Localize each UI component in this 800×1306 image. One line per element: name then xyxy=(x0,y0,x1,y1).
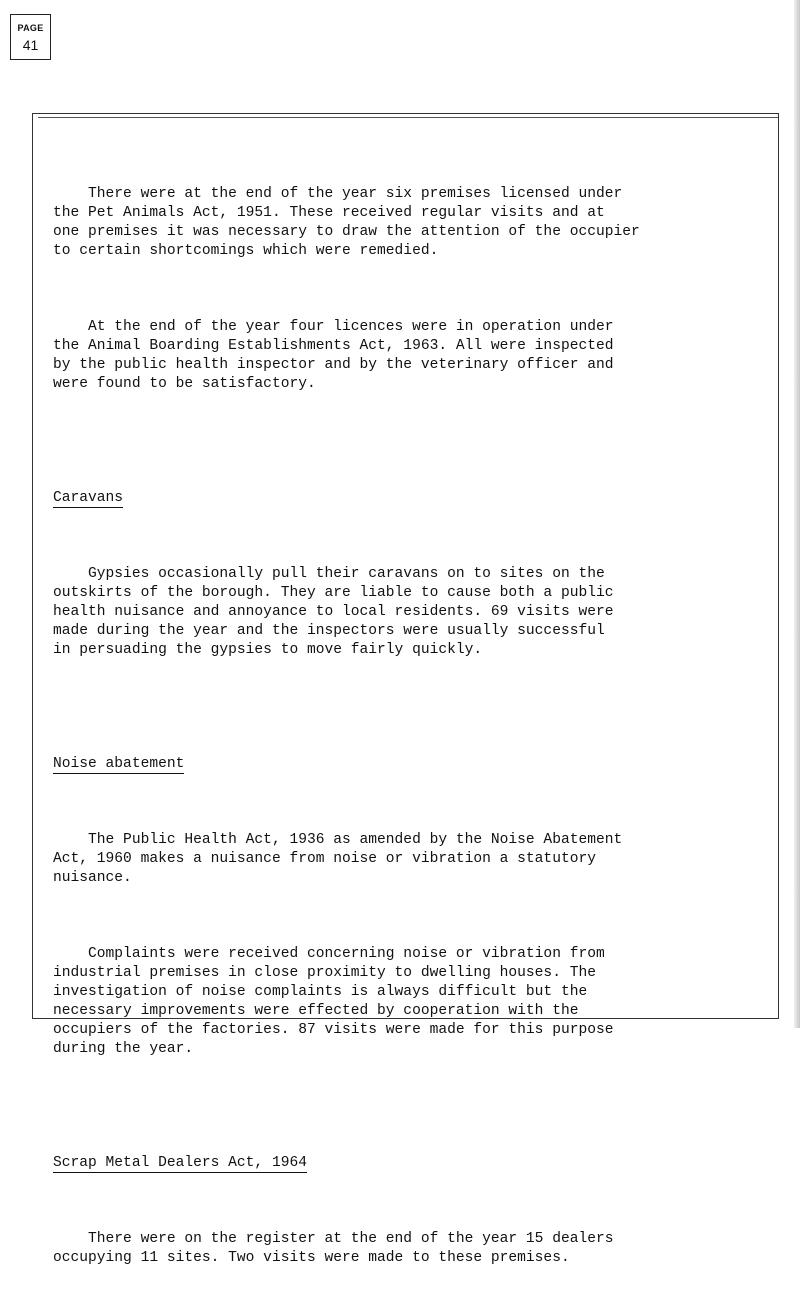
paragraph-scrap-metal: There were on the register at the end of the year 15 dealers occupying 11 sites. Two visits were made to these premises. xyxy=(53,1231,614,1266)
page-edge-shadow xyxy=(794,0,800,1028)
section-heading-caravans xyxy=(53,489,753,508)
paragraph-caravans: Gypsies occasionally pull their caravans on to sites on the outskirts of the borough. They are liable to cause both a public health nuisance and annoyance to local residents. 69 visits were made during the year and the inspectors were usually successful in persuading the gypsies to move fairly quickly. xyxy=(53,566,614,658)
heading-text: Caravans xyxy=(53,490,124,506)
page-number-box xyxy=(10,14,51,60)
frame-inner-rule xyxy=(38,117,778,118)
document-body xyxy=(53,128,753,1306)
heading-text: Noise abatement xyxy=(53,756,185,772)
paragraph-animal-boarding: At the end of the year four licences were in operation under the Animal Boarding Establishments Act, 1963. All were inspected by the public health inspector and by the veterinary officer and were found to be satisfactory. xyxy=(53,319,614,392)
section-heading-scrap-metal xyxy=(53,1154,753,1173)
paragraph-pet-animals: There were at the end of the year six premises licensed under the Pet Animals Act, 1951. These received regular visits and at one premises it was necessary to draw the attention of the occupier to certain shortcomings which were remedied. xyxy=(53,186,640,259)
heading-text: Scrap Metal Dealers Act, 1964 xyxy=(53,1155,307,1171)
page-label: PAGE xyxy=(17,23,44,33)
paragraph-noise-act: The Public Health Act, 1936 as amended by the Noise Abatement Act, 1960 makes a nuisance from noise or vibration a statutory nuisance. xyxy=(53,832,623,886)
page-number: 41 xyxy=(22,37,39,53)
section-heading-noise-abatement xyxy=(53,755,753,774)
paragraph-noise-complaints: Complaints were received concerning noise or vibration from industrial premises in close proximity to dwelling houses. The investigation of noise complaints is always difficult but the necessary improvements were effected by cooperation with the occupiers of the factories. 87 visits were made for this purpose during the year. xyxy=(53,946,614,1057)
